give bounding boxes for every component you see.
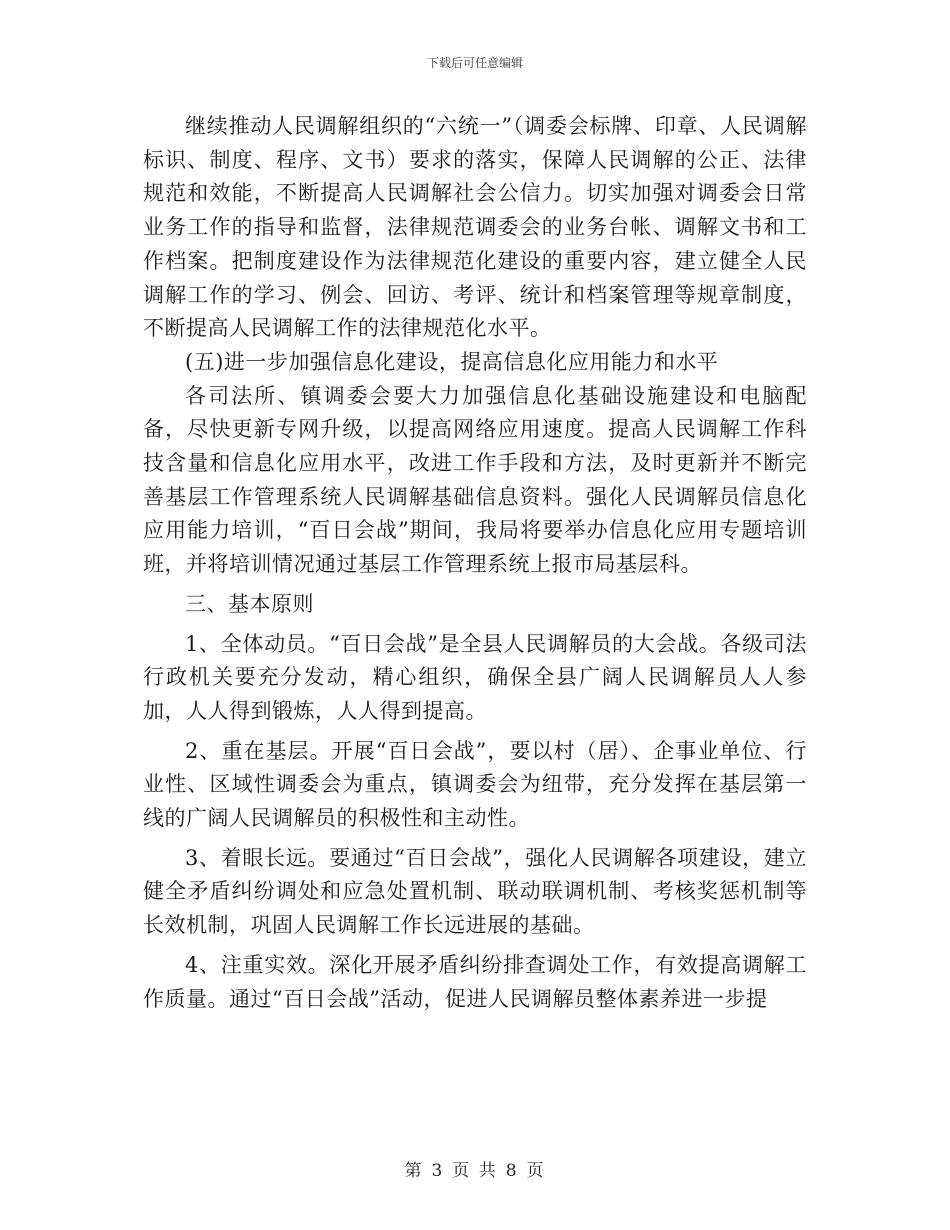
section-heading-informatization: (五)进一步加强信息化建设，提高信息化应用能力和水平 — [185, 349, 719, 374]
footer-suffix: 页 — [526, 1161, 546, 1181]
section-heading-principles: 三、基本原则 — [185, 591, 314, 616]
paragraph-informatization: 各司法所、镇调委会要大力加强信息化基础设施建设和电脑配备，尽快更新专网升级，以提高网络应用速度。提高人民调解工作科技含量和信息化应用水平，改进工作手段和方法，及时更新并不断完善基层工作管理系统人民调解基础信息资料。强化人民调解员信息化应用能力培训，“百日会战”期间，我局将要举办信息化应用专题培训班，并将培训情况通过基层工作管理系统上报市局基层科。 — [143, 383, 807, 577]
paragraph-principle-3: 3、着眼长远。要通过“百日会战”，强化人民调解各项建设，建立健全矛盾纠纷调处和应急处置机制、联动联调机制、考核奖惩机制等长效机制，巩固人民调解工作长远进展的基础。 — [143, 845, 807, 938]
footer-prefix: 第 — [404, 1161, 424, 1181]
document-body — [143, 110, 807, 1016]
paragraph-standardization: 继续推动人民调解组织的“六统一”（调委会标牌、印章、人民调解标识、制度、程序、文书）要求的落实，保障人民调解的公正、法律规范和效能，不断提高人民调解社会公信力。切实加强对调委会日常业务工作的指导和监督，法律规范调委会的业务台帐、调解文书和工作档案。把制度建设作为法律规范化建设的重要内容，建立健全人民调解工作的学习、例会、回访、考评、统计和档案管理等规章制度，不断提高人民调解工作的法律规范化水平。 — [143, 114, 807, 341]
page-footer — [0, 1156, 950, 1181]
page-header: 下载后可任意编辑 — [426, 56, 523, 70]
paragraph-principle-2: 2、重在基层。开展“百日会战”，要以村（居）、企事业单位、行业性、区域性调委会为重点，镇调委会为纽带，充分发挥在基层第一线的广阔人民调解员的积极性和主动性。 — [143, 738, 807, 831]
footer-middle: 页 共 — [452, 1161, 498, 1181]
footer-page-number: 3 — [431, 1161, 445, 1181]
paragraph-principle-4: 4、注重实效。深化开展矛盾纠纷排查调处工作，有效提高调解工作质量。通过“百日会战”活动，促进人民调解员整体素养进一步提 — [143, 952, 807, 1011]
footer-total-pages: 8 — [505, 1161, 519, 1181]
paragraph-principle-1: 1、全体动员。“百日会战”是全县人民调解员的大会战。各级司法行政机关要充分发动，精心组织，确保全县广阔人民调解员人人参加，人人得到锻炼，人人得到提高。 — [143, 631, 807, 723]
